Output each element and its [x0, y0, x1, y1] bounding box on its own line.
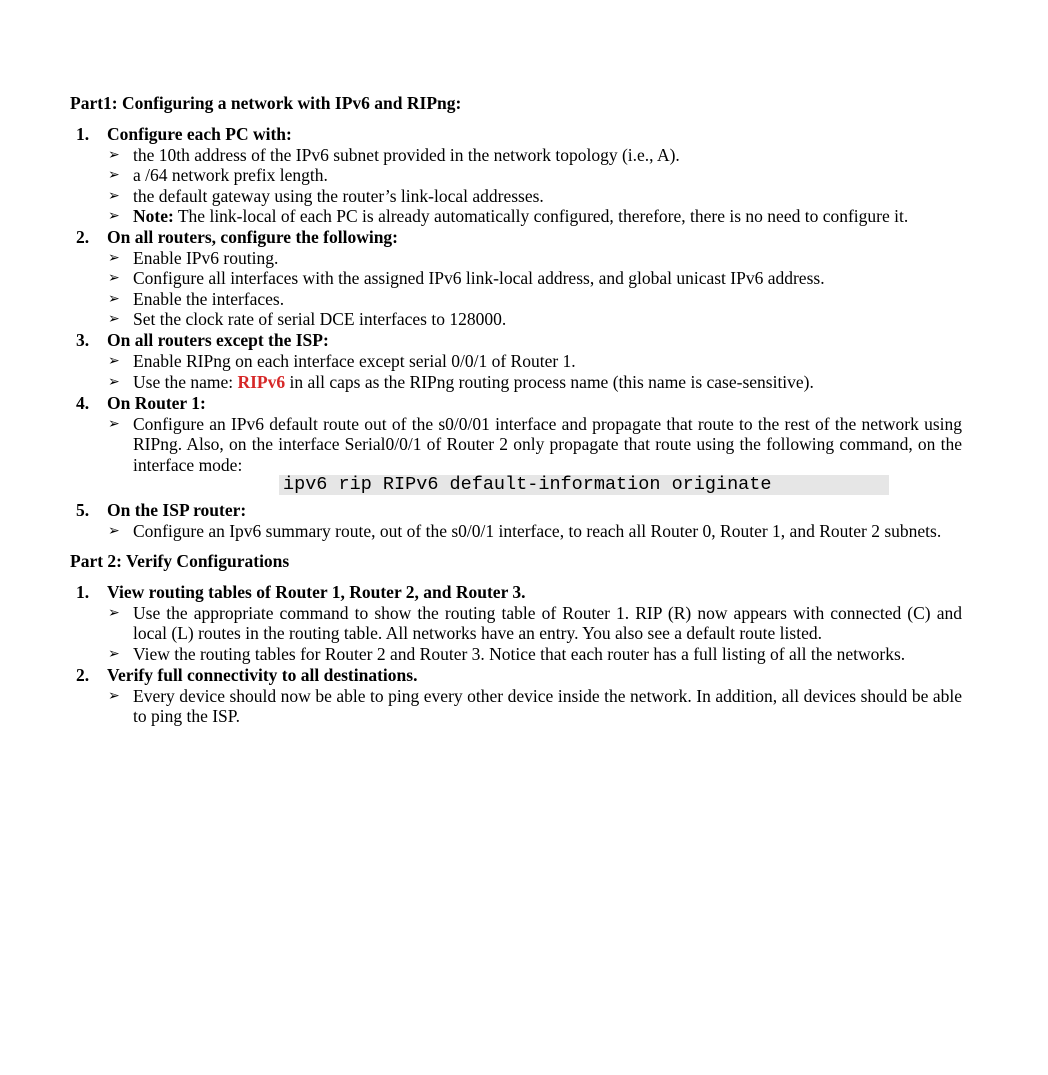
list-item: ➢ Every device should now be able to ping every other device inside the network. In addition, all devices should be able to ping the ISP. — [108, 686, 962, 727]
list-item: ➢ View the routing tables for Router 2 and Router 3. Notice that each router has a full listing of all the networks. — [108, 643, 906, 664]
step-title: On all routers, configure the following: — [107, 227, 399, 248]
step-title: On all routers except the ISP: — [107, 330, 329, 351]
arrowhead-bullet-icon: ➢ — [108, 605, 120, 622]
list-item: ➢ Enable IPv6 routing. — [108, 248, 279, 269]
list-item: ➢ the 10th address of the IPv6 subnet provided in the network topology (i.e., A). — [108, 145, 680, 165]
step-number: 1. — [76, 124, 90, 144]
step-title: Verify full connectivity to all destinations. — [107, 665, 418, 686]
list-item: ➢ Use the appropriate command to show the routing table of Router 1. RIP (R) now appears with connected (C) and local (L) routes in the routing table. All networks have an entry. You also see a default route listed. — [108, 603, 962, 644]
part1-heading: Part1: Configuring a network with IPv6 and RIPng: — [70, 93, 462, 113]
part1-step-2 — [70, 226, 962, 329]
step-title: Configure each PC with: — [107, 124, 292, 144]
arrowhead-bullet-icon: ➢ — [108, 311, 120, 328]
list-item: ➢ Configure an IPv6 default route out of the s0/0/01 interface and propagate that route to the rest of the network using RIPng. Also, on the interface Serial0/0/1 of Router 2 only propagate that route using the following command, on the interface mode: — [108, 413, 962, 475]
document-page — [70, 92, 962, 727]
step-number: 5. — [76, 499, 90, 520]
step-title: On the ISP router: — [107, 499, 247, 520]
bullet-list — [107, 521, 962, 541]
arrowhead-bullet-icon: ➢ — [108, 147, 120, 163]
bullet-list — [107, 248, 962, 329]
step-number: 2. — [76, 665, 90, 686]
list-item: ➢ Configure an Ipv6 summary route, out of the s0/0/1 interface, to reach all Router 0, Router 1, and Router 2 subnets. — [108, 520, 942, 541]
arrowhead-bullet-icon: ➢ — [108, 688, 120, 705]
arrowhead-bullet-icon: ➢ — [108, 187, 120, 204]
step-title: On Router 1: — [107, 392, 206, 413]
bullet-list — [107, 351, 962, 392]
arrowhead-bullet-icon: ➢ — [108, 373, 120, 390]
bullet-list — [107, 414, 962, 475]
part2-heading: Part 2: Verify Configurations — [70, 551, 290, 572]
list-item: ➢ Enable RIPng on each interface except serial 0/0/1 of Router 1. — [108, 351, 576, 372]
part1-step-4 — [70, 392, 962, 495]
arrowhead-bullet-icon: ➢ — [108, 290, 120, 307]
part2-steps — [70, 581, 962, 726]
bullet-list — [107, 686, 962, 727]
arrowhead-bullet-icon: ➢ — [108, 353, 120, 370]
arrowhead-bullet-icon: ➢ — [108, 207, 120, 224]
step-number: 4. — [76, 392, 90, 413]
arrowhead-bullet-icon: ➢ — [108, 270, 120, 287]
note-item — [107, 206, 962, 226]
arrowhead-bullet-icon: ➢ — [108, 645, 120, 662]
list-item: ➢ Configure all interfaces with the assigned IPv6 link-local address, and global unicast IPv6 address. — [108, 268, 825, 289]
list-item: ➢ Enable the interfaces. — [108, 288, 285, 309]
arrowhead-bullet-icon: ➢ — [108, 522, 120, 539]
arrowhead-bullet-icon: ➢ — [108, 167, 120, 184]
list-item: ➢ the default gateway using the router’s link-local addresses. — [108, 185, 544, 206]
part1-step-1 — [70, 123, 962, 226]
bullet-list — [107, 603, 962, 664]
arrowhead-bullet-icon: ➢ — [108, 250, 120, 267]
part1-step-5 — [70, 499, 962, 541]
step-title: View routing tables of Router 1, Router 2, and Router 3. — [107, 582, 526, 603]
process-name-highlight: RIPv6 — [237, 371, 286, 392]
bullet-list — [107, 145, 962, 226]
arrowhead-bullet-icon: ➢ — [108, 415, 120, 432]
note-label: Note: — [133, 205, 174, 226]
step-number: 1. — [76, 582, 90, 603]
part1-step-3 — [70, 329, 962, 392]
list-item: ➢ a /64 network prefix length. — [108, 165, 328, 186]
list-item: ➢ Set the clock rate of serial DCE interfaces to 128000. — [108, 309, 507, 330]
part2-step-2 — [70, 664, 962, 727]
part1-steps — [70, 123, 962, 541]
list-item: ➢ Use the name: RIPv6 in all caps as the RIPng routing process name (this name is case-sensitive). — [108, 371, 814, 392]
command-code-block: ipv6 rip RIPv6 default-information originate — [279, 475, 889, 495]
step-number: 3. — [76, 330, 90, 351]
part2-step-1 — [70, 581, 962, 664]
note-text: The link-local of each PC is already automatically configured, therefore, there is no need to configure it. — [173, 205, 909, 226]
step-number: 2. — [76, 227, 90, 248]
